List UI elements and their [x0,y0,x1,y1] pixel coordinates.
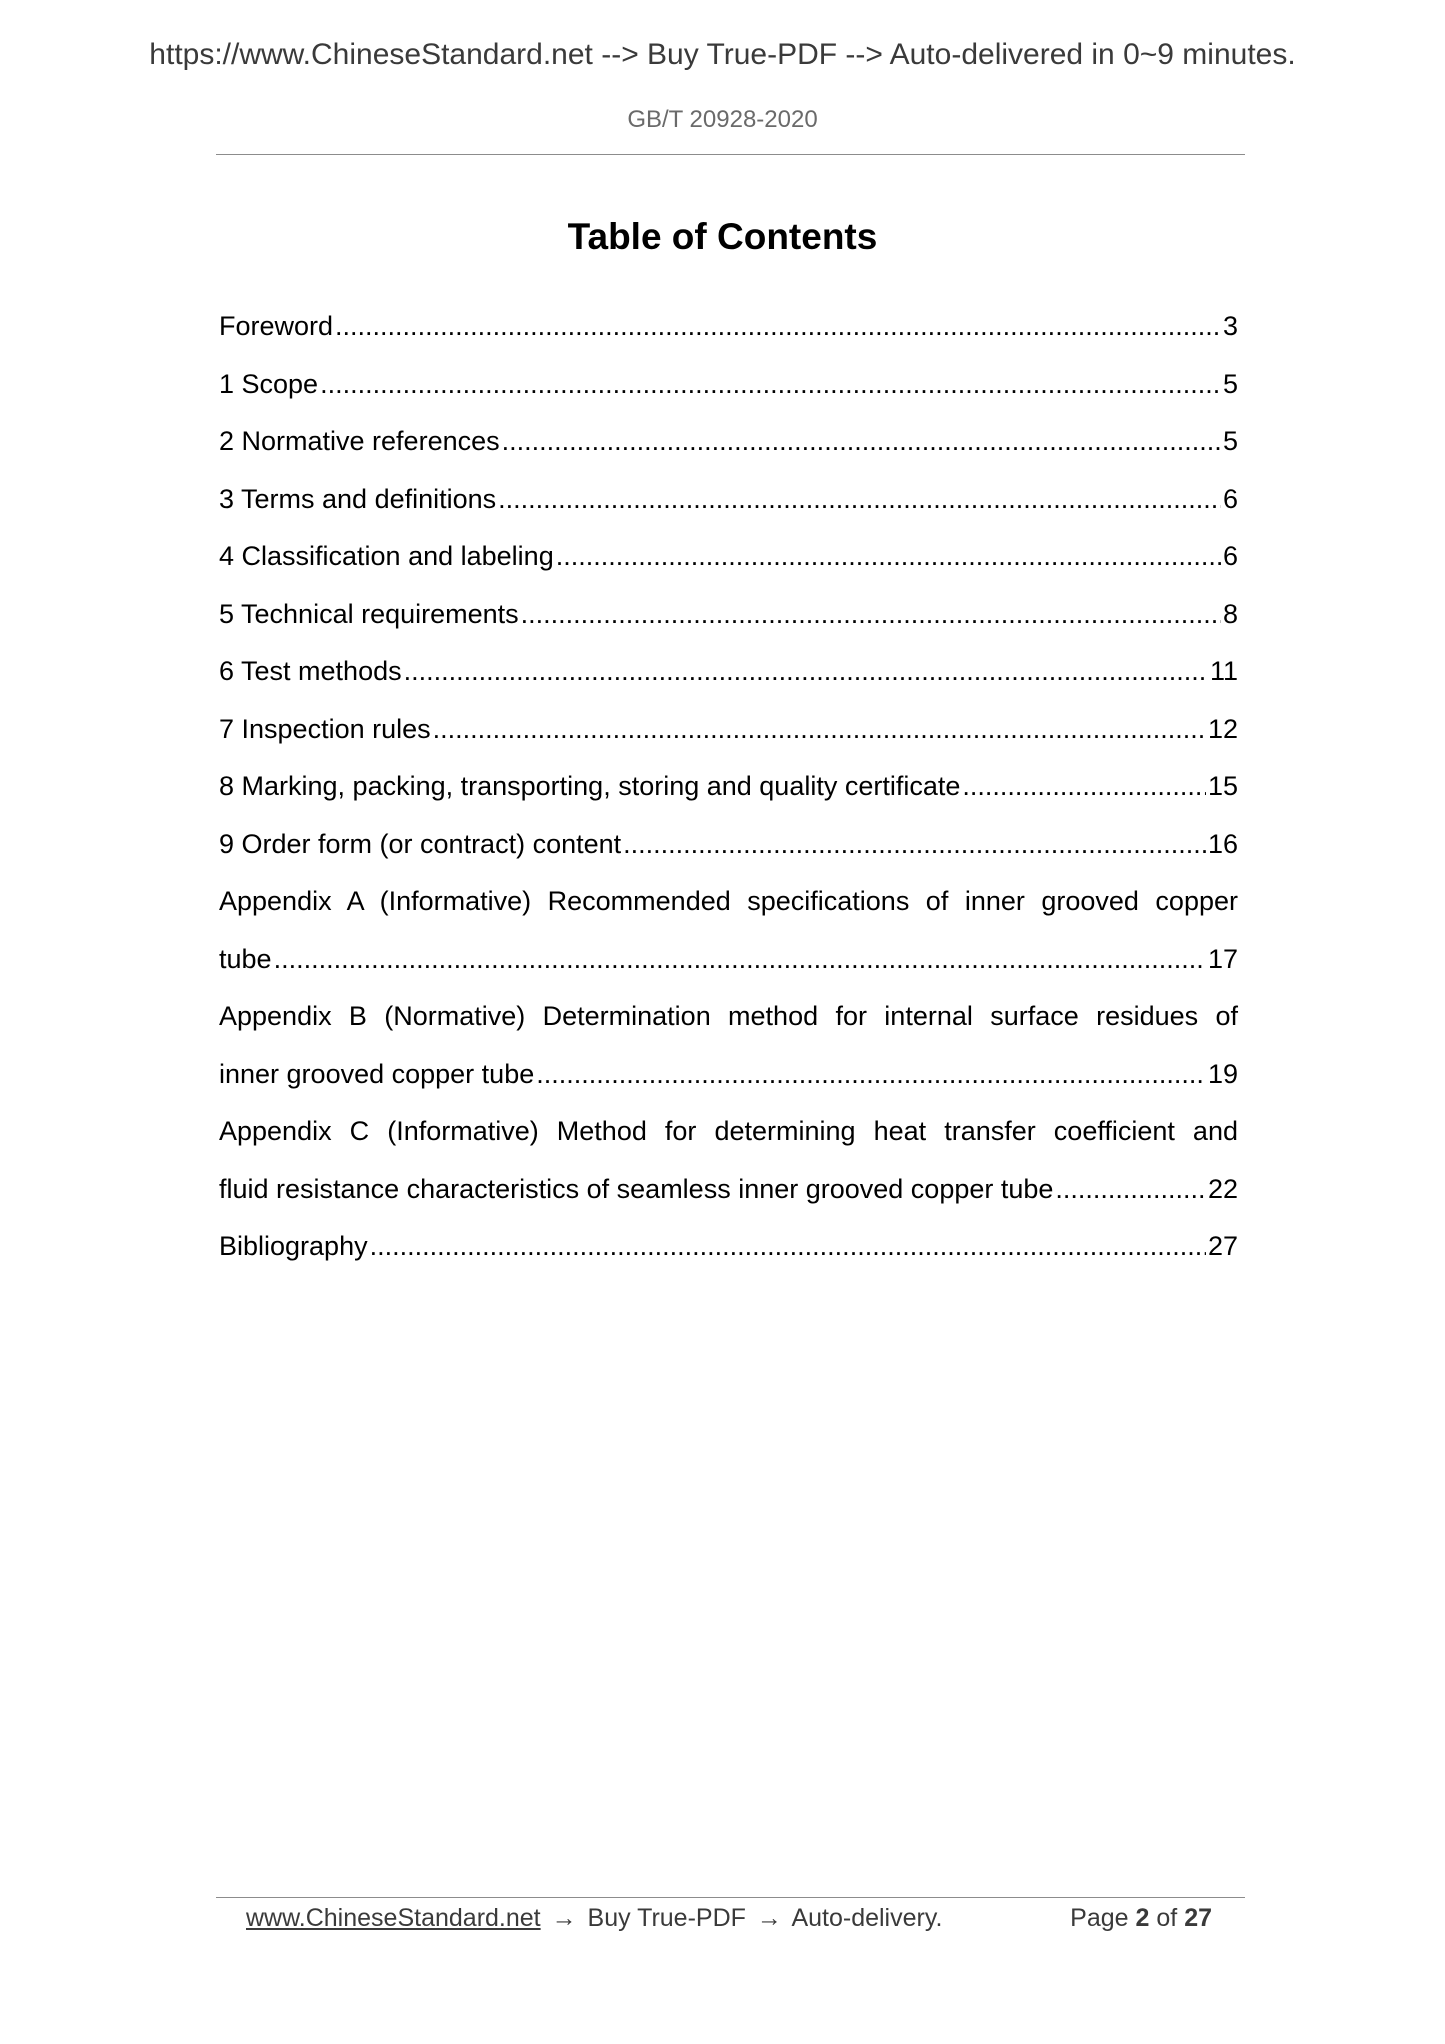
dot-leader [1055,1165,1206,1213]
toc-entry-bibliography[interactable] [219,1222,1238,1280]
toc-entry-order-form[interactable] [219,820,1238,878]
total-pages: 27 [1184,1904,1212,1932]
page-number [1070,1898,1212,1938]
toc-entry-page: 6 [1222,541,1238,571]
toc-entry-page: 8 [1222,598,1238,629]
toc-entry-page: 6 [1222,483,1238,514]
dot-leader [502,417,1221,465]
dot-leader [536,1050,1206,1098]
toc-entry-label-line1: Appendix C (Informative) Method for determining heat transfer coefficient and [219,1116,1238,1146]
toc-entry-label: Bibliography [219,1231,368,1261]
toc-entry-test-methods[interactable] [219,647,1238,705]
current-page: 2 [1135,1904,1150,1932]
toc-entry-label: 7 Inspection rules [219,713,431,744]
toc-entry-label: 8 Marking, packing, transporting, storing and quality certificate [219,771,961,801]
page-footer [246,1898,1216,1938]
toc-entry-page: 19 [1207,1058,1238,1089]
toc-entry-foreword[interactable] [219,302,1238,360]
toc-entry-page: 22 [1207,1173,1238,1204]
toc-entry-normative-references[interactable] [219,417,1238,475]
toc-entry-label: 4 Classification and labeling [219,541,554,571]
dot-leader [962,762,1206,810]
toc-entry-label: 3 Terms and definitions [219,483,497,514]
dot-leader [335,302,1221,350]
toc-entry-page: 15 [1207,771,1238,801]
toc-entry-label-line1: Appendix B (Normative) Determination method for internal surface residues of [219,1001,1238,1031]
toc-entry-appendix-a[interactable] [219,877,1238,992]
toc-entry-inspection-rules[interactable] [219,705,1238,763]
toc-entry-appendix-b[interactable] [219,992,1238,1107]
toc-entry-classification-and-labeling[interactable] [219,532,1238,590]
toc-entry-marking-packing[interactable] [219,762,1238,820]
toc-entry-page: 5 [1222,426,1238,456]
toc-entry-label: 2 Normative references [219,426,500,456]
toc-entry-label: 6 Test methods [219,656,402,686]
toc-entry-label: 1 Scope [219,368,319,399]
dot-leader [498,475,1221,523]
dot-leader [370,1222,1206,1270]
dot-leader [404,647,1208,695]
dot-leader [433,705,1206,753]
dot-leader [521,590,1221,638]
toc-entry-scope[interactable] [219,360,1238,418]
page-word: Page [1070,1904,1129,1932]
top-banner: https://www.ChineseStandard.net --> Buy True-PDF --> Auto-delivered in 0~9 minutes. [149,38,1296,71]
header-divider [216,154,1245,155]
document-code: GB/T 20928-2020 [627,106,818,133]
dot-leader [274,935,1206,983]
toc-entry-label: 9 Order form (or contract) content [219,828,622,859]
footer-buy-text: Buy True-PDF [587,1904,746,1932]
toc-entry-label: tube [219,943,272,974]
arrow-right-icon: → [551,1904,577,1932]
toc-entry-technical-requirements[interactable] [219,590,1238,648]
toc-entry-page: 12 [1207,713,1238,744]
toc-entry-label-line1: Appendix A (Informative) Recommended specifications of inner grooved copper [219,886,1238,916]
toc-entry-label: fluid resistance characteristics of seamless inner grooved copper tube [219,1173,1054,1204]
arrow-right-icon: → [756,1904,782,1932]
toc-entry-page: 3 [1222,311,1238,341]
toc-entry-label: inner grooved copper tube [219,1058,535,1089]
toc-entry-page: 27 [1207,1231,1238,1261]
toc-entry-terms-and-definitions[interactable] [219,475,1238,533]
toc-entry-page: 11 [1209,656,1238,686]
toc-entry-page: 16 [1207,828,1238,859]
toc-entry-appendix-c[interactable] [219,1107,1238,1222]
dot-leader [623,820,1206,868]
dot-leader [320,360,1221,408]
footer-site-link[interactable]: www.ChineseStandard.net [246,1904,541,1932]
dot-leader [556,532,1221,580]
page-title: Table of Contents [567,216,878,257]
toc-entry-page: 5 [1222,368,1238,399]
toc-entry-page: 17 [1207,943,1238,974]
table-of-contents [219,302,1238,1280]
of-word: of [1156,1904,1178,1932]
toc-entry-label: Foreword [219,311,334,341]
footer-delivery-text: Auto-delivery. [791,1904,943,1932]
toc-entry-label: 5 Technical requirements [219,598,519,629]
